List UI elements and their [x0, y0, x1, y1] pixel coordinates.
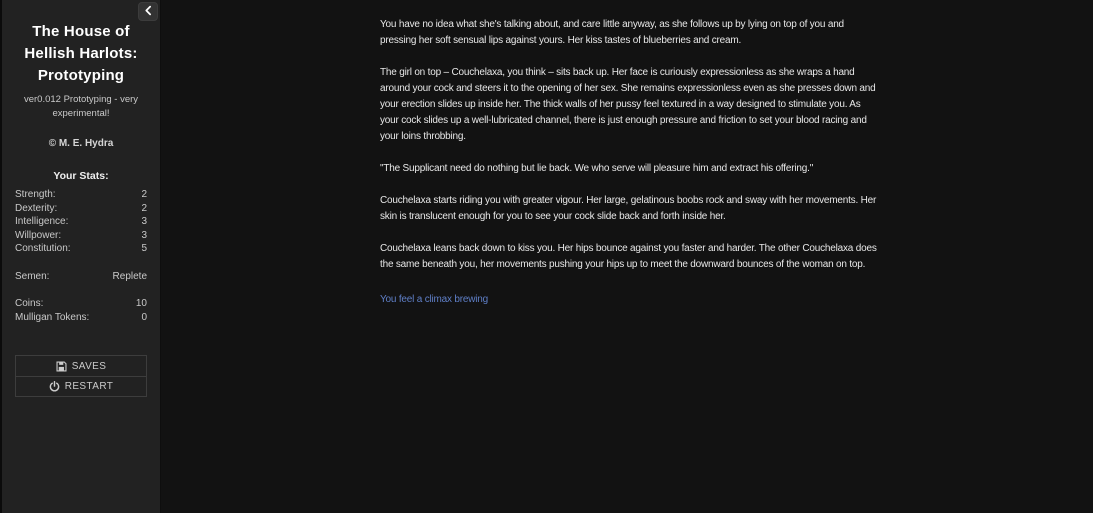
- passage-paragraph: You have no idea what she's talking about, and care little anyway, as she follows up by lying on top of you and pressing her soft sensual lips against yours. Her kiss tastes of blueberries and cream.: [380, 19, 844, 46]
- stat-row-strength: [2, 188, 160, 202]
- stat-row-dexterity: [2, 202, 160, 216]
- sidebar-menu: [15, 355, 147, 397]
- stat-row-intelligence: [2, 215, 160, 229]
- stats-heading: Your Stats:: [53, 170, 109, 182]
- stat-row-mulligan-tokens: [2, 311, 160, 325]
- stat-value: 0: [141, 311, 147, 323]
- sidebar-header: [2, 21, 160, 149]
- stat-value: 5: [141, 243, 147, 254]
- floppy-disk-icon: [56, 361, 67, 372]
- stat-label: Dexterity:: [15, 202, 58, 214]
- stat-value: 10: [135, 298, 147, 309]
- stat-row-constitution: [2, 242, 160, 256]
- stat-label: Coins:: [15, 298, 44, 309]
- sidebar-toggle-button[interactable]: [138, 2, 158, 21]
- stat-value: 3: [141, 216, 147, 227]
- stat-value: 2: [141, 202, 147, 214]
- restart-button[interactable]: [16, 376, 146, 396]
- passage-paragraph: The girl on top – Couchelaxa, you think – sits back up. Her face is curiously expressionless as she wraps a hand around your cock and steers it to the opening of her sex. She remains expressionless even as she presses down and your erection slides up inside her. The thick walls of her pussy feel textured in a way designed to stimulate you. As your cock slides up a well-lubricated channel, there is just enough pressure and friction to set your blood racing and your loins throbbing.: [380, 67, 876, 142]
- stat-row-semen: [2, 270, 160, 284]
- saves-button-label: SAVES: [71, 360, 107, 372]
- stats-panel: [2, 170, 160, 324]
- chevron-left-icon: [143, 4, 154, 19]
- passage: [380, 17, 877, 308]
- sidebar: [2, 0, 161, 513]
- stat-value: 2: [141, 189, 147, 200]
- passage-paragraph: Couchelaxa leans back down to kiss you. Her hips bounce against you faster and harder. The other Couchelaxa does the same beneath you, her movements pushing your hips up to meet the downward bounces of the woman on top.: [380, 243, 877, 270]
- stat-value: 3: [141, 229, 147, 241]
- saves-button[interactable]: [16, 356, 146, 376]
- passage-paragraph: "The Supplicant need do nothing but lie back. We who serve will pleasure him and extract his offering.": [380, 163, 814, 174]
- stat-label: Willpower:: [15, 229, 62, 241]
- game-title: The House of Hellish Harlots: Prototyping: [24, 23, 138, 84]
- stat-label: Intelligence:: [15, 216, 69, 227]
- stat-value: Replete: [112, 270, 147, 282]
- stat-label: Mulligan Tokens:: [15, 311, 90, 323]
- author-text: © M. E. Hydra: [48, 138, 114, 149]
- stat-label: Constitution:: [15, 243, 71, 254]
- version-text: ver0.012 Prototyping - very experimental!: [23, 94, 139, 119]
- power-icon: [49, 381, 60, 392]
- stat-label: Strength:: [15, 189, 56, 200]
- climax-brewing-link[interactable]: You feel a climax brewing: [380, 294, 489, 305]
- stat-label: Semen:: [15, 270, 50, 282]
- restart-button-label: RESTART: [64, 381, 114, 392]
- stat-row-coins: [2, 297, 160, 311]
- stat-row-willpower: [2, 229, 160, 243]
- passage-paragraph: Couchelaxa starts riding you with greater vigour. Her large, gelatinous boobs rock and sway with her movements. Her skin is translucent enough for you to see your cock slide back and forth inside her.: [380, 195, 877, 222]
